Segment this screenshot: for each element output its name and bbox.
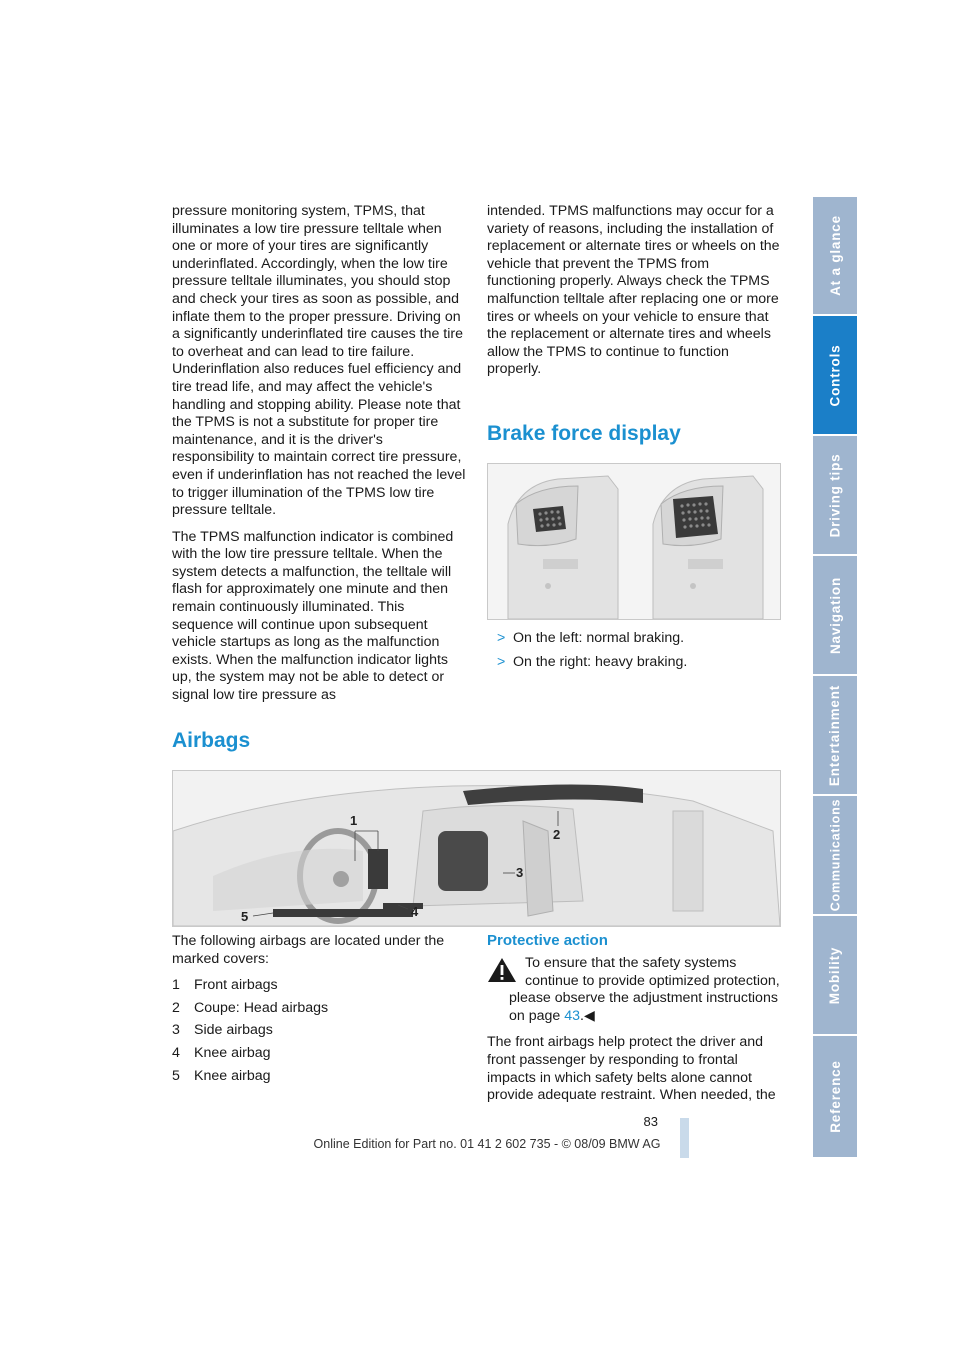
tab-reference[interactable]: Reference bbox=[813, 1036, 857, 1157]
item-label: Knee airbag bbox=[194, 1044, 271, 1061]
warning-text: To ensure that the safety systems continue to provide optimized protection, please observe the adjustment instructions on page 43.◀ bbox=[509, 955, 780, 1024]
airbags-list-section bbox=[172, 933, 468, 1090]
tab-mobility[interactable]: Mobility bbox=[813, 916, 857, 1034]
list-item bbox=[172, 1000, 468, 1018]
protective-action-paragraph: The front airbags help protect the driver and front passenger by responding to frontal impacts in which safety belts alone cannot provide adequate restraint. When needed, the bbox=[487, 1034, 776, 1104]
brake-force-heading: Brake force display bbox=[487, 422, 681, 445]
airbags-illustration bbox=[172, 770, 781, 927]
callout-4: 4 bbox=[411, 904, 419, 919]
car-interior-svg bbox=[173, 771, 780, 926]
right-column bbox=[487, 203, 781, 388]
item-number: 3 bbox=[172, 1022, 180, 1039]
list-item bbox=[172, 1022, 468, 1040]
airbags-heading: Airbags bbox=[172, 729, 251, 752]
callout-5: 5 bbox=[241, 909, 249, 924]
airbags-intro: The following airbags are located under the marked covers: bbox=[172, 933, 445, 967]
item-label: Coupe: Head airbags bbox=[194, 999, 329, 1016]
item-number: 5 bbox=[172, 1067, 180, 1084]
tpms-paragraph-2: The TPMS malfunction indicator is combined with the low tire pressure telltale. When the system detects a malfunction, the telltale will flash for approximately one minute and then remain continuously illuminated. This sequence will continue upon subsequent vehicle startups as long as the malfunction exists. When the malfunction indicator lights up, the system may not be able to detect or signal low tire pressure as bbox=[172, 528, 454, 704]
tab-entertainment[interactable]: Entertainment bbox=[813, 676, 857, 794]
tpms-paragraph-3: intended. TPMS malfunctions may occur for a variety of reasons, including the installation of replacement or alternate tires or wheels on the vehicle that prevent the TPMS from functioning properly. Always check the TPMS malfunction telltale after replacing one or more tires or wheels on your vehicle to ensure that the replacement or alternate tires and wheels allow the TPMS to continue to function properly. bbox=[487, 203, 780, 378]
callout-2: 2 bbox=[553, 827, 561, 842]
list-item bbox=[497, 654, 781, 672]
tpms-paragraph-1: pressure monitoring system, TPMS, that illuminates a low tire pressure telltale when one or more of your tires are significantly underinflated. Accordingly, when the low tire pressure telltale illuminates, you should stop and check your tires as soon as possible, and inflate them to the proper pressure. Driving on a significantly underinflated tire causes the tire to overheat and can lead to tire failure. Underinflation also reduces fuel efficiency and tire tread life, and may affect the vehicle's handling and stopping ability. Please note that the TPMS is not a substitute for proper tire maintenance, and it is the driver's responsibility to maintain correct tire pressure, even if underinflation has not reached the level to trigger illumination of the TPMS low tire pressure telltale. bbox=[172, 203, 466, 519]
protective-action-heading: Protective action bbox=[487, 932, 608, 949]
tab-at-a-glance[interactable]: At a glance bbox=[813, 197, 857, 314]
page-number: 83 bbox=[643, 1114, 658, 1129]
tab-driving-tips[interactable]: Driving tips bbox=[813, 436, 857, 554]
footer-edition-text: Online Edition for Part no. 01 41 2 602 735 - © 08/09 BMW AG bbox=[313, 1137, 661, 1151]
bullet-mark: > bbox=[497, 653, 506, 670]
bullet-mark: > bbox=[497, 630, 506, 646]
tab-communications[interactable]: Communications bbox=[813, 796, 857, 914]
car-rear-heavy-braking bbox=[653, 476, 763, 619]
item-number: 2 bbox=[172, 999, 180, 1016]
tab-controls[interactable]: Controls bbox=[813, 316, 857, 434]
list-item bbox=[172, 1068, 468, 1086]
list-item bbox=[172, 977, 468, 995]
list-item bbox=[497, 630, 781, 648]
item-number: 4 bbox=[172, 1044, 180, 1061]
bullet-text: On the left: normal braking. bbox=[513, 630, 685, 646]
callout-3: 3 bbox=[516, 865, 524, 880]
item-number: 1 bbox=[172, 977, 180, 994]
left-column bbox=[172, 203, 468, 714]
bullet-text: On the right: heavy braking. bbox=[513, 653, 688, 670]
item-label: Side airbags bbox=[194, 1022, 273, 1039]
brake-force-illustration bbox=[487, 463, 781, 620]
tab-navigation[interactable]: Navigation bbox=[813, 556, 857, 674]
warning-triangle-icon bbox=[487, 957, 517, 983]
list-item bbox=[172, 1045, 468, 1063]
protective-action-section bbox=[487, 932, 781, 1105]
item-label: Front airbags bbox=[194, 977, 278, 994]
callout-1: 1 bbox=[350, 813, 358, 828]
item-label: Knee airbag bbox=[194, 1067, 271, 1084]
brake-force-bullets bbox=[497, 630, 781, 677]
warning-block bbox=[487, 955, 781, 1025]
page-link-43[interactable]: 43 bbox=[564, 1007, 581, 1024]
brake-lights-svg bbox=[488, 464, 780, 619]
car-rear-normal-braking bbox=[508, 476, 618, 619]
